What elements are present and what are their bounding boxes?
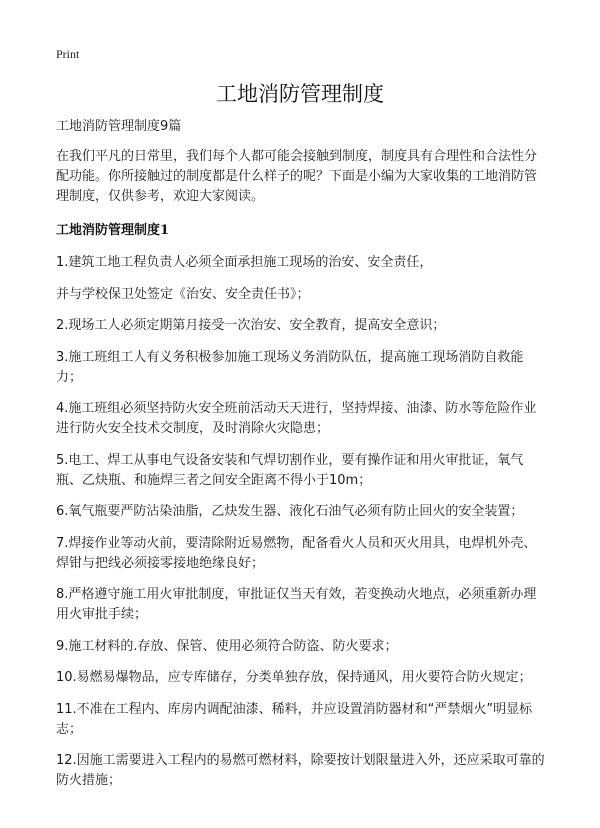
page-title: 工地消防管理制度 bbox=[216, 82, 384, 106]
rule-item: 7.焊接作业等动火前，要清除附近易燃物，配备看火人员和灭火用具，电焊机外壳、焊钳与把线必须接零接地绝缘良好； bbox=[56, 535, 537, 571]
rule-item: 10.易燃易爆物品，应专库储存，分类单独存放，保持通风，用火要符合防火规定； bbox=[56, 670, 532, 685]
rule-item: 4.施工班组必须坚持防火安全班前活动天天进行，坚持焊接、油漆、防水等危险作业进行防火安全技术交制度，及时消除火灾隐患； bbox=[56, 401, 537, 436]
rule-item: 12.因施工需要进入工程内的易燃可燃材料，除要按计划限量进入外，还应采取可靠的防火措施； bbox=[56, 753, 545, 788]
intro-paragraph: 在我们平凡的日常里，我们每个人都可能会接触到制度，制度具有合理性和合法性分配功能。你所接触过的制度都是什么样子的呢？下面是小编为大家收集的工地消防管理制度，仅供参考，欢迎大家阅读。 bbox=[56, 149, 538, 204]
document-subtitle: 工地消防管理制度9篇 bbox=[56, 119, 182, 134]
rule-item: 6.氧气瓶要严防沾染油脂，乙炔发生器、液化石油气必须有防止回火的安全装置； bbox=[56, 504, 524, 519]
rule-item: 并与学校保卫处签定《治安、安全责任书》； bbox=[56, 286, 310, 302]
document-body bbox=[56, 117, 548, 803]
rule-item: 1.建筑工地工程负责人必须全面承担施工现场的治安、安全责任， bbox=[56, 255, 433, 270]
print-link[interactable]: Print bbox=[56, 47, 80, 61]
rule-item: 2.现场工人必须定期第月接受一次治安、安全教育，提高安全意识； bbox=[56, 318, 446, 333]
rule-item: 8.严格遵守施工用火审批制度，审批证仅当天有效，若变换动火地点，必须重新办理用火审批手续； bbox=[56, 587, 537, 622]
section-heading: 工地消防管理制度1 bbox=[56, 223, 170, 238]
rule-item: 5.电工、焊工从事电气设备安装和气焊切割作业，要有操作证和用火审批证，氧气瓶、乙炔瓶、和施焊三者之间安全距离不得小于10m； bbox=[56, 452, 524, 488]
rule-item: 9.施工材料的.存放、保管、使用必须符合防盗、防火要求； bbox=[56, 638, 398, 654]
rule-item: 11.不准在工程内、库房内调配油漆、稀料，并应设置消防器材和“严禁烟火”明显标志； bbox=[56, 701, 533, 737]
rule-item: 3.施工班组工人有义务积极参加施工现场义务消防队伍，提高施工现场消防自救能力； bbox=[56, 349, 524, 385]
